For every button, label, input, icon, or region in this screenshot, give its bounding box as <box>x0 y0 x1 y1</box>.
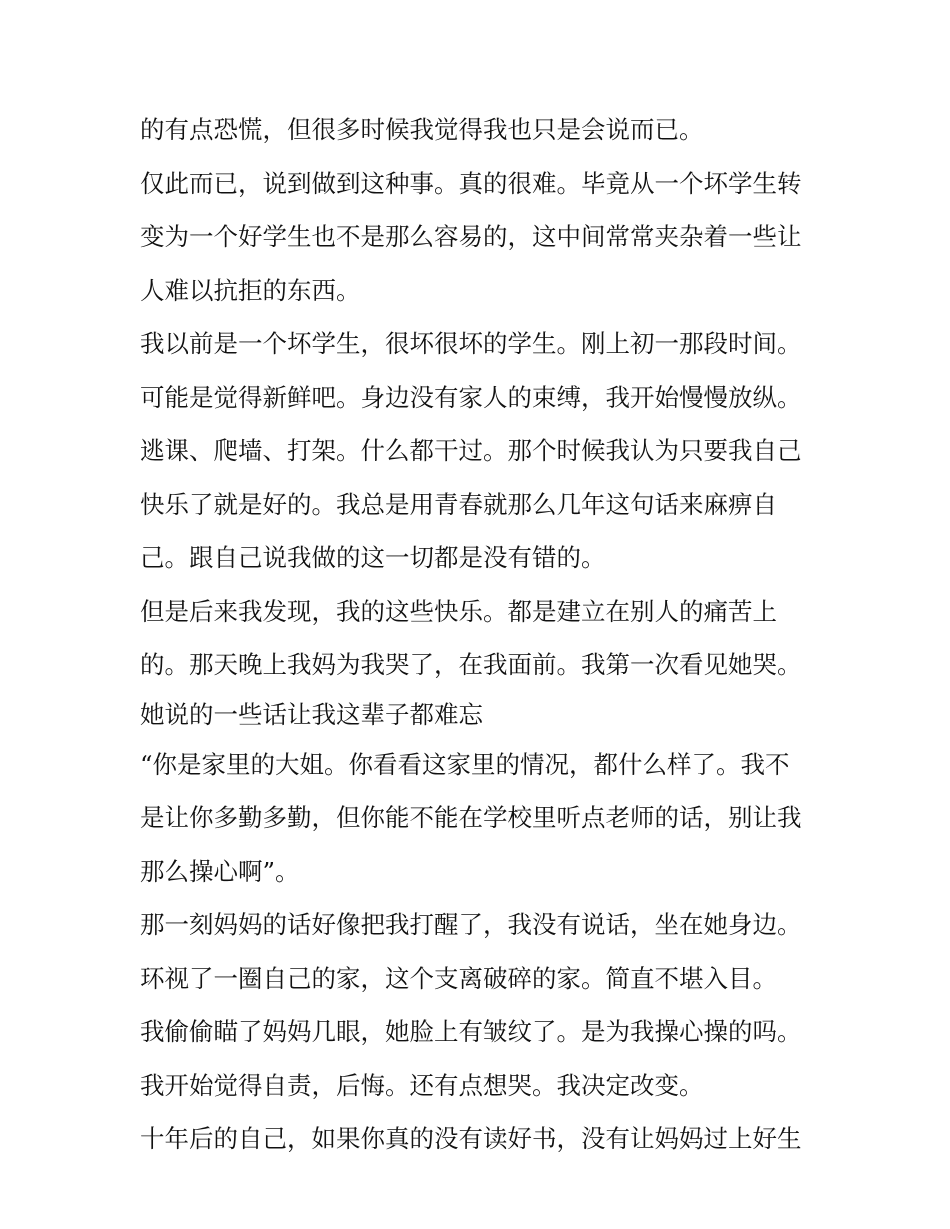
text-line: 的有点恐慌，但很多时候我觉得我也只是会说而已。 <box>140 115 704 144</box>
text-line: 她说的一些话让我这辈子都难忘 <box>140 699 483 729</box>
text-line: 仅此而已，说到做到这种事。真的很难。毕竟从一个坏学生转 <box>140 168 802 198</box>
text-line: 那一刻妈妈的话好像把我打醒了，我没有说话，坐在她身边。 <box>140 910 802 939</box>
text-line: 环视了一圈自己的家，这个支离破碎的家。简直不堪入目。 <box>140 963 777 993</box>
text-line: 那么操心啊”。 <box>140 856 300 886</box>
text-line: 我开始觉得自责，后悔。还有点想哭。我决定改变。 <box>140 1070 704 1100</box>
text-line: 逃课、爬墙、打架。什么都干过。那个时候我认为只要我自己 <box>140 436 802 465</box>
text-line: 变为一个好学生也不是那么容易的，这中间常常夹杂着一些让 <box>140 222 802 251</box>
text-line: 己。跟自己说我做的这一切都是没有错的。 <box>140 543 606 572</box>
text-line: 我以前是一个坏学生，很坏很坏的学生。刚上初一那段时间。 <box>140 329 802 358</box>
text-line: “你是家里的大姐。你看看这家里的情况，都什么样了。我不 <box>140 749 790 779</box>
text-line: 是让你多勤多勤，但你能不能在学校里听点老师的话，别让我 <box>140 803 802 832</box>
text-line: 人难以抗拒的东西。 <box>140 275 361 305</box>
body-text <box>140 103 820 1166</box>
text-line: 但是后来我发现，我的这些快乐。都是建立在别人的痛苦上 <box>140 596 777 626</box>
text-line: 快乐了就是好的。我总是用青春就那么几年这句话来麻痹自 <box>140 489 777 519</box>
text-line: 的。那天晚上我妈为我哭了，在我面前。我第一次看见她哭。 <box>140 650 802 679</box>
text-line: 可能是觉得新鲜吧。身边没有家人的束缚，我开始慢慢放纵。 <box>140 382 802 412</box>
text-line: 十年后的自己，如果你真的没有读好书，没有让妈妈过上好生 <box>140 1124 802 1153</box>
text-line: 我偷偷瞄了妈妈几眼，她脸上有皱纹了。是为我操心操的吗。 <box>140 1017 802 1046</box>
